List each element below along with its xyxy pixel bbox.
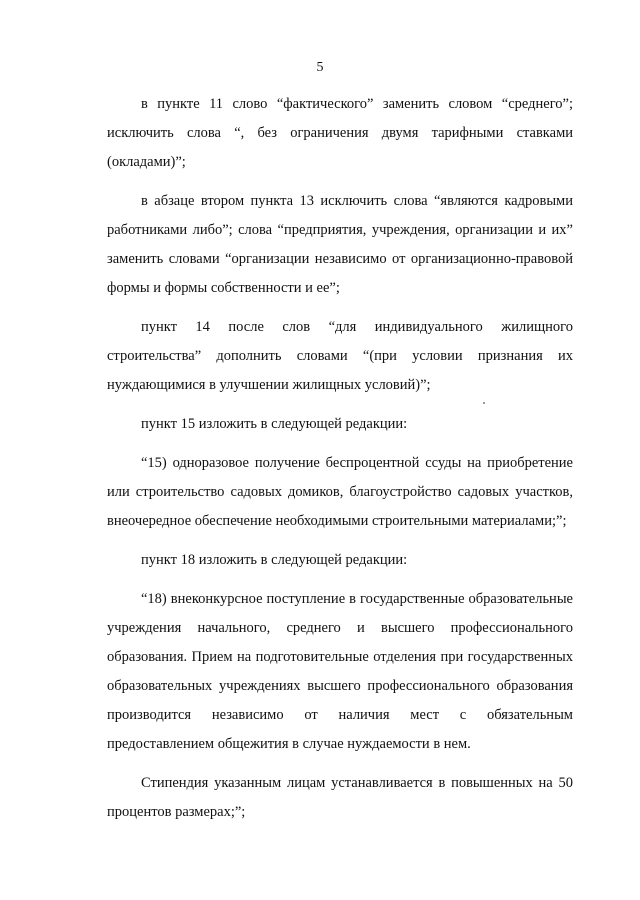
- paragraph-item-11: в пункте 11 слово “фактического” заменить словом “среднего”; исключить слова “, без ограничения двумя тарифными ставками (окладами)”;: [107, 96, 573, 170]
- scan-speck: [483, 402, 485, 404]
- paragraph-item-13: в абзаце втором пункта 13 исключить слова “являются кадровыми работниками либо”; слова “предприятия, учреждения, организации и их” заменить словами “организации независимо от организационно-правовой формы и формы собственности и ее”;: [107, 193, 573, 296]
- document-body: [107, 90, 573, 837]
- paragraph-item-14: пункт 14 после слов “для индивидуального жилищного строительства” дополнить словами “(при условии признания их нуждающимися в улучшении жилищных условий)”;: [107, 319, 573, 393]
- paragraph-item-15-text: “15) одноразовое получение беспроцентной ссуды на приобретение или строительство садовых домиков, благоустройство садовых участков, внеочередное обеспечение необходимыми строительными материалами;”;: [107, 455, 573, 529]
- paragraph-item-18-text: “18) внеконкурсное поступление в государственные образовательные учреждения начального, среднего и высшего профессионального образования. Прием на подготовительные отделения при государственных образовательных учреждениях высшего профессионального образования производится независимо от наличия мест с обязательным предоставлением общежития в случае нуждаемости в нем.: [107, 591, 573, 752]
- page-number: 5: [316, 60, 324, 75]
- paragraph-item-18-intro: пункт 18 изложить в следующей редакции:: [141, 552, 408, 568]
- paragraph-item-15-intro: пункт 15 изложить в следующей редакции:: [141, 416, 408, 432]
- paragraph-stipend: Стипендия указанным лицам устанавливается в повышенных на 50 процентов размерах;”;: [107, 775, 573, 820]
